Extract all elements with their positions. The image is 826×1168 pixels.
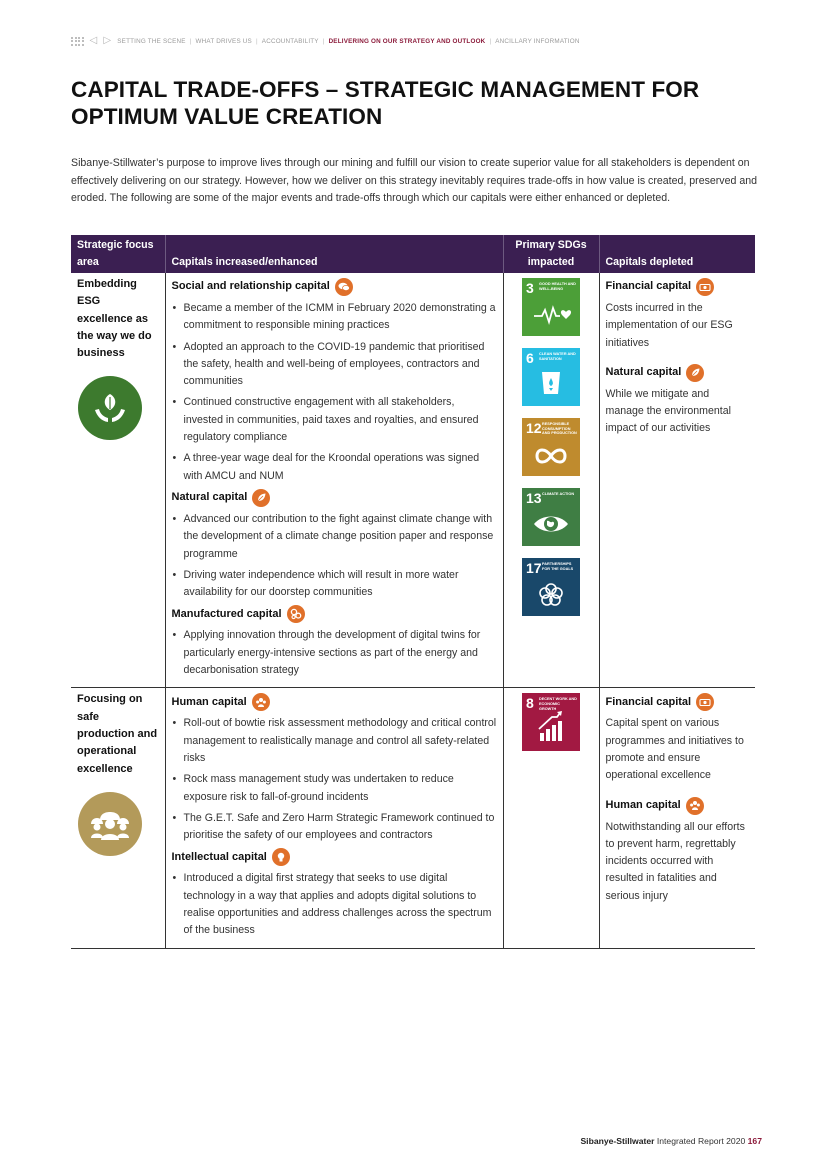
esg-hands-leaf-icon — [78, 376, 142, 440]
nav-separator: | — [255, 37, 258, 45]
page-title: CAPITAL TRADE-OFFS – STRATEGIC MANAGEMENT FOR OPTIMUM VALUE CREATION — [71, 77, 700, 129]
focus-title: Embedding ESG excellence as the way we do business — [77, 278, 152, 360]
list-item: • A three-year wage deal for the Kroondal operations was signed with AMCU and NUM — [172, 450, 497, 485]
capital-name: Manufactured capital — [171, 607, 282, 620]
bullet-list — [172, 627, 497, 679]
list-item: • Adopted an approach to the COVID-19 pandemic that prioritised the safety, health and well-being of employees, contractors and communities — [172, 339, 497, 391]
capitals-depleted-cell — [599, 688, 755, 948]
table-row — [71, 688, 755, 948]
sdg-cell — [503, 688, 599, 948]
financial-capital-icon — [696, 278, 714, 296]
human-capital-icon — [686, 797, 704, 815]
safety-workers-icon — [78, 792, 142, 856]
depleted-description: Capital spent on various programmes and initiatives to promote and ensure operational excellence — [605, 717, 744, 782]
focus-title: Focusing on safe production and operational excellence — [77, 693, 158, 775]
nav-separator: | — [489, 37, 492, 45]
header-primary-sdgs: Primary SDGs impacted — [503, 235, 599, 273]
list-item: • Rock mass management study was undertaken to reduce exposure risk to fall-of-ground incidents — [172, 771, 497, 806]
list-item: • Roll-out of bowtie risk assessment methodology and critical control management to realistically manage and control all safety-related risks — [172, 715, 497, 767]
sdg-cell — [503, 273, 599, 688]
sdg-3-good-health-icon: 3 GOOD HEALTH AND WELL-BEING — [522, 278, 580, 336]
page-number: 167 — [747, 1136, 762, 1146]
footer-company: Sibanye-Stillwater — [580, 1136, 655, 1146]
capital-name: Social and relationship capital — [171, 280, 330, 293]
focus-cell — [71, 688, 165, 948]
bullet-list — [172, 511, 497, 601]
bullet-list — [172, 300, 497, 485]
list-item: • Introduced a digital first strategy that seeks to use digital technology in a way that applies and adopts digital solutions to realise opportunities and address challenges across the spectrum of the business — [172, 870, 497, 939]
capitals-depleted-cell — [599, 273, 755, 688]
footer-report: Integrated Report 2020 — [656, 1136, 746, 1146]
breadcrumb — [71, 34, 580, 48]
list-item: • Advanced our contribution to the fight against climate change with the development of a climate change position paper and response programme — [172, 511, 497, 563]
capital-name: Intellectual capital — [171, 850, 267, 863]
capital-name: Human capital — [605, 798, 681, 811]
nav-setting-the-scene[interactable]: SETTING THE SCENE — [117, 37, 186, 45]
capital-heading — [172, 848, 497, 866]
intro-paragraph: Sibanye-Stillwater’s purpose to improve lives through our mining and fulfill our vision to create superior value for all stakeholders is dependent on effectively delivering on our strategy. However, how we deliver on this strategy inevitably requires trade-offs in how value is created, preserved and eroded. The following are some of the major events and trade-offs through which our capitals were either enhanced or depleted. — [71, 157, 758, 204]
capital-name: Financial capital — [605, 280, 692, 293]
nav-accountability[interactable]: ACCOUNTABILITY — [261, 37, 319, 45]
capitals-increased-cell — [165, 688, 503, 948]
bullet-list — [172, 870, 497, 939]
next-page-icon[interactable]: ▷ — [103, 35, 112, 46]
prev-page-icon[interactable]: ◁ — [89, 35, 98, 46]
nav-delivering-strategy[interactable]: DELIVERING ON OUR STRATEGY AND OUTLOOK — [328, 37, 486, 45]
depleted-description: Notwithstanding all our efforts to prevent harm, regrettably incidents occurred with resulted in fatalities and serious injury — [605, 820, 745, 902]
grid-menu-icon[interactable] — [71, 37, 84, 46]
bullet-list — [172, 715, 497, 844]
leaf-icon — [252, 489, 270, 507]
human-capital-icon — [252, 693, 270, 711]
gears-icon — [287, 605, 305, 623]
capital-tradeoffs-table — [71, 235, 755, 949]
capitals-increased-cell — [165, 273, 503, 688]
financial-capital-icon — [696, 693, 714, 711]
sdg-13-climate-action-icon: 13 CLIMATE ACTION — [522, 488, 580, 546]
capital-heading — [606, 693, 750, 711]
header-strategic-focus: Strategic focus area — [71, 235, 165, 273]
depleted-description: While we mitigate and manage the environmental impact of our activities — [605, 387, 731, 435]
nav-separator: | — [189, 37, 192, 45]
capital-heading — [606, 278, 750, 296]
capital-heading — [606, 364, 750, 382]
header-capitals-increased: Capitals increased/enhanced — [165, 235, 503, 273]
capital-name: Human capital — [171, 695, 247, 708]
capital-heading — [172, 605, 497, 623]
sdg-8-decent-work-icon: 8 DECENT WORK AND ECONOMIC GROWTH — [522, 693, 580, 751]
capital-heading — [172, 489, 497, 507]
focus-cell — [71, 273, 165, 688]
capital-heading — [172, 693, 497, 711]
leaf-icon — [686, 364, 704, 382]
capital-name: Natural capital — [171, 491, 248, 504]
list-item: • The G.E.T. Safe and Zero Harm Strategic Framework continued to prioritise the safety of our employees and contractors — [172, 810, 497, 845]
header-capitals-depleted: Capitals depleted — [599, 235, 755, 273]
nav-what-drives-us[interactable]: WHAT DRIVES US — [195, 37, 252, 45]
sdg-17-partnerships-icon: 17 PARTNERSHIPS FOR THE GOALS — [522, 558, 580, 616]
list-item: • Continued constructive engagement with all stakeholders, invested in communities, paid taxes and royalties, and ensured regulatory compliance — [172, 394, 497, 446]
nav-ancillary-information[interactable]: ANCILLARY INFORMATION — [495, 37, 580, 45]
capital-name: Natural capital — [605, 366, 682, 379]
capital-heading — [172, 278, 497, 296]
list-item: • Became a member of the ICMM in February 2020 demonstrating a commitment to responsible mining practices — [172, 300, 497, 335]
lightbulb-icon — [272, 848, 290, 866]
nav-separator: | — [322, 37, 325, 45]
capital-name: Financial capital — [605, 695, 692, 708]
sdg-12-responsible-consumption-icon: 12 RESPONSIBLE CONSUMPTION AND PRODUCTION — [522, 418, 580, 476]
list-item: • Driving water independence which will result in more water availability for our doorstep communities — [172, 567, 497, 602]
depleted-description: Costs incurred in the implementation of our ESG initiatives — [605, 302, 733, 349]
table-row — [71, 273, 755, 688]
list-item: • Applying innovation through the development of digital twins for particularly energy-intensive sections as part of the energy and decarbonisation strategy — [172, 627, 497, 679]
capital-heading — [606, 797, 750, 815]
social-relationship-icon — [335, 278, 353, 296]
sdg-6-clean-water-icon: 6 CLEAN WATER AND SANITATION — [522, 348, 580, 406]
page-footer — [580, 1136, 762, 1146]
table-header-row — [71, 235, 755, 273]
